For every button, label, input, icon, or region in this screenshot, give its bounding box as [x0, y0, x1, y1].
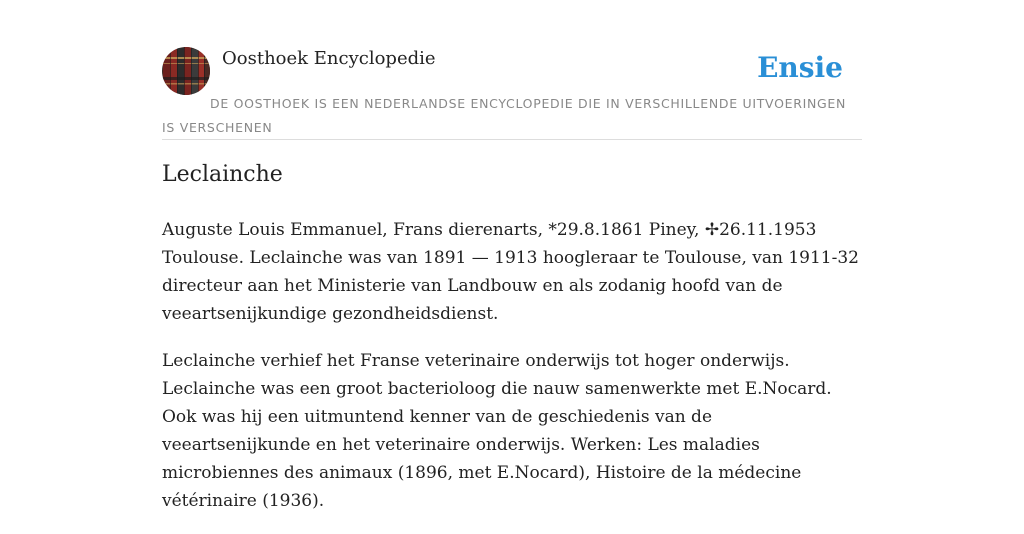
- tagline-text: DE OOSTHOEK IS EEN NEDERLANDSE ENCYCLOPEDIE DIE IN VERSCHILLENDE UITVOERINGEN IS VERSCHENEN: [162, 96, 847, 135]
- article-body: [162, 216, 862, 534]
- article-paragraph: Auguste Louis Emmanuel, Frans dierenarts, *29.8.1861 Piney, ✢26.11.1953 Toulouse. Leclainche was van 1891 — 1913 hoogleraar te Toulouse, van 1911-32 directeur aan het Ministerie van Landbouw en als zodanig hoofd van de veeartsenijkundige gezondheidsdienst.: [162, 220, 859, 324]
- site-tagline: [162, 92, 862, 140]
- page-container: [162, 46, 862, 511]
- book-spines-icon: [162, 47, 210, 95]
- brand-logo[interactable]: Ensie: [757, 51, 843, 84]
- site-name-link[interactable]: Oosthoek Encyclopedie: [222, 48, 436, 69]
- site-header: [162, 46, 862, 140]
- article-paragraph: Leclainche verhief het Franse veterinaire onderwijs tot hoger onderwijs. Leclainche was een groot bacterioloog die nauw samenwerkte met E.Nocard. Ook was hij een uitmuntend kenner van de geschiedenis van de veeartsenijkunde en het veterinaire onderwijs. Werken: Les maladies microbiennes des animaux (1896, met E.Nocard), Histoire de la médecine vétérinaire (1936).: [162, 351, 832, 511]
- article-title: Leclainche: [162, 162, 283, 187]
- site-avatar[interactable]: [162, 47, 210, 95]
